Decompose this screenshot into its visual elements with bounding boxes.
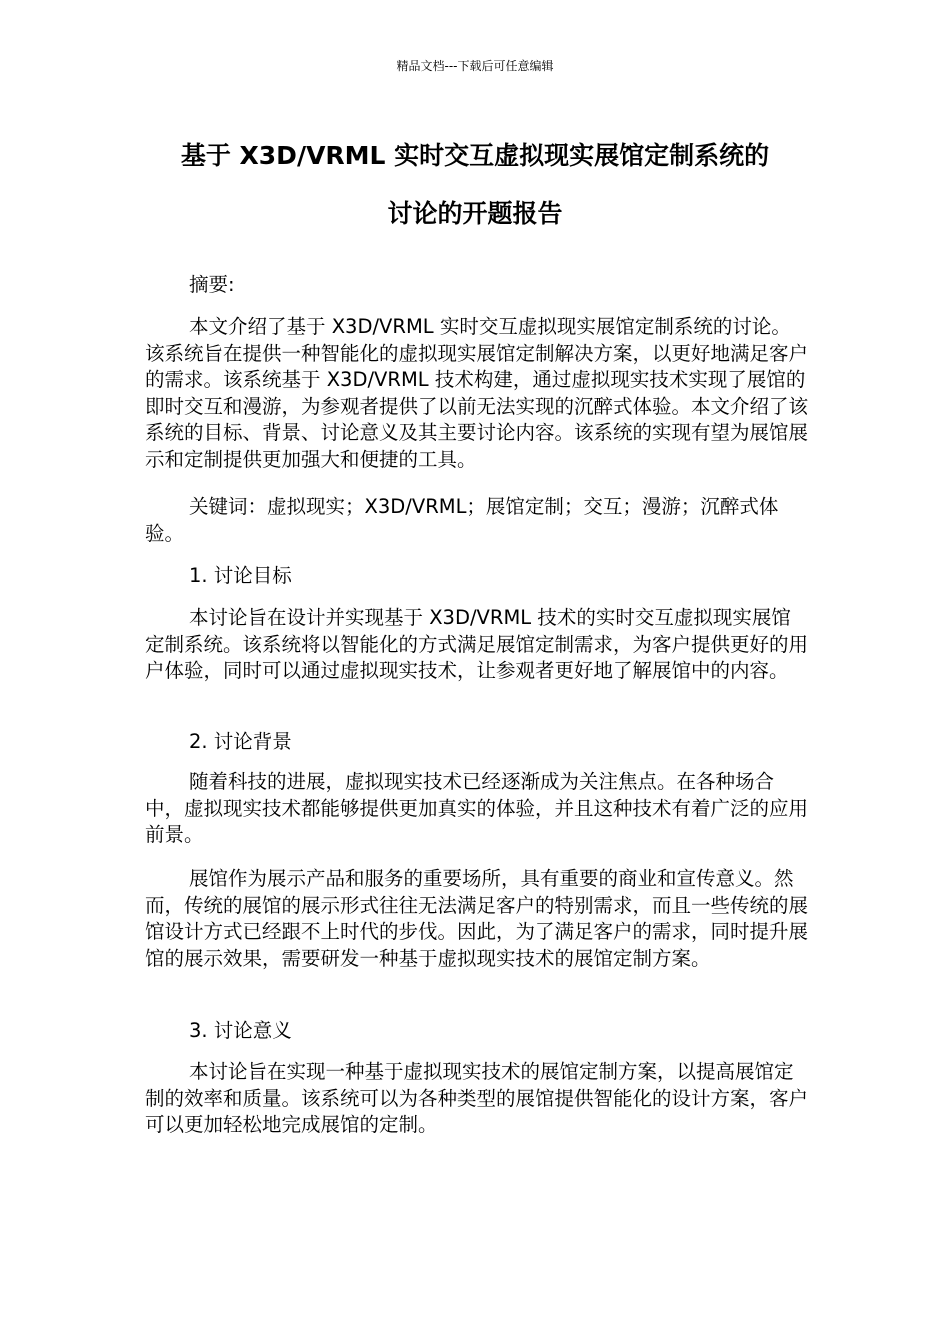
section-2-heading bbox=[145, 729, 810, 756]
document-title-line-1: 基于 X3D/VRML 实时交互虚拟现实展馆定制系统的 bbox=[180, 141, 770, 170]
section-1-heading bbox=[145, 563, 810, 590]
document-title-line-2: 讨论的开题报告 bbox=[387, 199, 563, 228]
section-2-paragraph-1-text: 随着科技的进展，虚拟现实技术已经逐渐成为关注焦点。在各种场合中，虚拟现实技术都能够提供更加真实的体验，并且这种技术有着广泛的应用前景。 bbox=[145, 770, 809, 846]
abstract-label-text: 摘要: bbox=[189, 273, 235, 296]
abstract-paragraph bbox=[145, 314, 810, 473]
section-2-paragraph-2-text: 展馆作为展示产品和服务的重要场所，具有重要的商业和宣传意义。然而，传统的展馆的展示形式往往无法满足客户的特别需求，而且一些传统的展馆设计方式已经跟不上时代的步伐。因此，为了满足客户的需求，同时提升展馆的展示效果，需要研发一种基于虚拟现实技术的展馆定制方案。 bbox=[145, 867, 809, 970]
section-1-paragraph-text: 本讨论旨在设计并实现基于 X3D/VRML 技术的实时交互虚拟现实展馆定制系统。该系统将以智能化的方式满足展馆定制需求，为客户提供更好的用户体验，同时可以通过虚拟现实技术，让参观者更好地了解展馆中的内容。 bbox=[145, 606, 809, 682]
section-3-paragraph-text: 本讨论旨在实现一种基于虚拟现实技术的展馆定制方案，以提高展馆定制的效率和质量。该系统可以为各种类型的展馆提供智能化的设计方案，客户可以更加轻松地完成展馆的定制。 bbox=[145, 1060, 809, 1136]
section-3-heading-text: 3. 讨论意义 bbox=[189, 1019, 292, 1042]
section-3-paragraph bbox=[145, 1059, 810, 1139]
keywords-paragraph bbox=[145, 494, 810, 547]
keywords-text: 关键词：虚拟现实；X3D/VRML；展馆定制；交互；漫游；沉醉式体验。 bbox=[145, 495, 779, 545]
section-1-heading-text: 1. 讨论目标 bbox=[189, 564, 292, 587]
abstract-label bbox=[145, 272, 810, 299]
section-2-paragraph-2 bbox=[145, 866, 810, 972]
abstract-text: 本文介绍了基于 X3D/VRML 实时交互虚拟现实展馆定制系统的讨论。该系统旨在提供一种智能化的虚拟现实展馆定制解决方案，以更好地满足客户的需求。该系统基于 X3D/VRML 技术构建，通过虚拟现实技术实现了展馆的即时交互和漫游，为参观者提供了以前无法实现的沉醉式体验。本文介绍了该系统的目标、背景、讨论意义及其主要讨论内容。该系统的实现有望为展馆展示和定制提供更加强大和便捷的工具。 bbox=[145, 315, 809, 471]
section-2-heading-text: 2. 讨论背景 bbox=[189, 730, 292, 753]
section-2-paragraph-1 bbox=[145, 769, 810, 849]
section-1-paragraph bbox=[145, 605, 810, 685]
header-note: 精品文档---下载后可任意编辑 bbox=[396, 59, 554, 73]
section-3-heading bbox=[145, 1018, 810, 1045]
